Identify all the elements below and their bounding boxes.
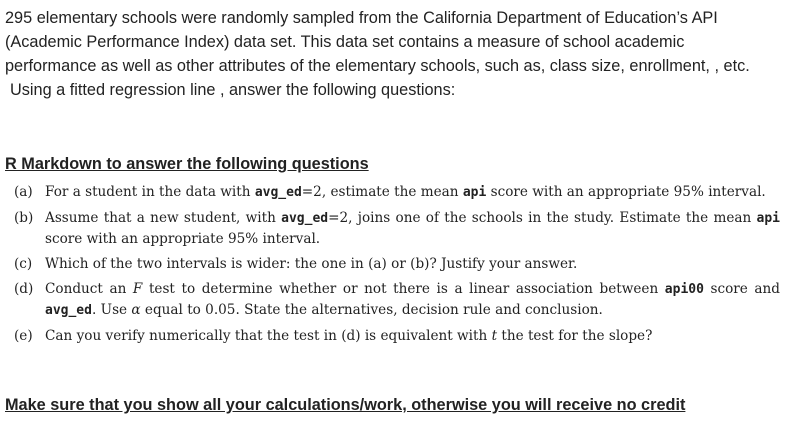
question-label: (b) [14, 210, 34, 226]
code-term: avg_ed [281, 211, 329, 226]
intro-question: Using a fitted regression line , answer the following questions: [10, 81, 456, 99]
code-term: avg_ed [45, 303, 92, 318]
question-a [14, 182, 780, 203]
math-symbol: F [132, 281, 143, 297]
question-text: Which of the two intervals is wider: the one in (a) or (b)? Justify your answer. [45, 256, 578, 272]
math-symbol: t [491, 328, 498, 344]
code-term: api [462, 185, 487, 200]
question-e [14, 326, 780, 346]
question-text: For a student in the data with avg_ed=2, estimate the mean api score with an appropriate 95% interval. [45, 184, 766, 200]
question-c [14, 254, 780, 274]
intro-block [5, 6, 780, 102]
question-b [14, 208, 780, 249]
section-heading: R Markdown to answer the following questions [5, 155, 369, 173]
code-term: api00 [664, 282, 704, 297]
question-list [14, 182, 780, 346]
code-term: avg_ed [254, 185, 302, 200]
math-symbol: α [131, 302, 141, 318]
question-label: (c) [14, 256, 33, 272]
question-text: Can you verify numerically that the test in (d) is equivalent with t the test for the slope? [45, 328, 653, 344]
question-text: Conduct an F test to determine whether or not there is a linear association between api00 score and avg_ed. Use α equal to 0.05. State the alternatives, decision rule and conclusion. [45, 281, 780, 318]
intro-paragraph: 295 elementary schools were randomly sampled from the California Department of Education’s API (Academic Performance Index) data set. This data set contains a measure of school academic performance as well as other attributes of the elementary schools, such as, class size, enrollment, , etc. [5, 9, 750, 75]
question-d [14, 279, 780, 321]
question-label: (e) [14, 328, 33, 344]
question-label: (a) [14, 184, 33, 200]
question-label: (d) [14, 281, 34, 297]
footer-warning: Make sure that you show all your calculations/work, otherwise you will receive no credit [5, 396, 686, 414]
code-term: api [756, 211, 780, 226]
question-text: Assume that a new student, with avg_ed=2, joins one of the schools in the study. Estimate the mean api score with an appropriate 95% interval. [45, 210, 780, 247]
